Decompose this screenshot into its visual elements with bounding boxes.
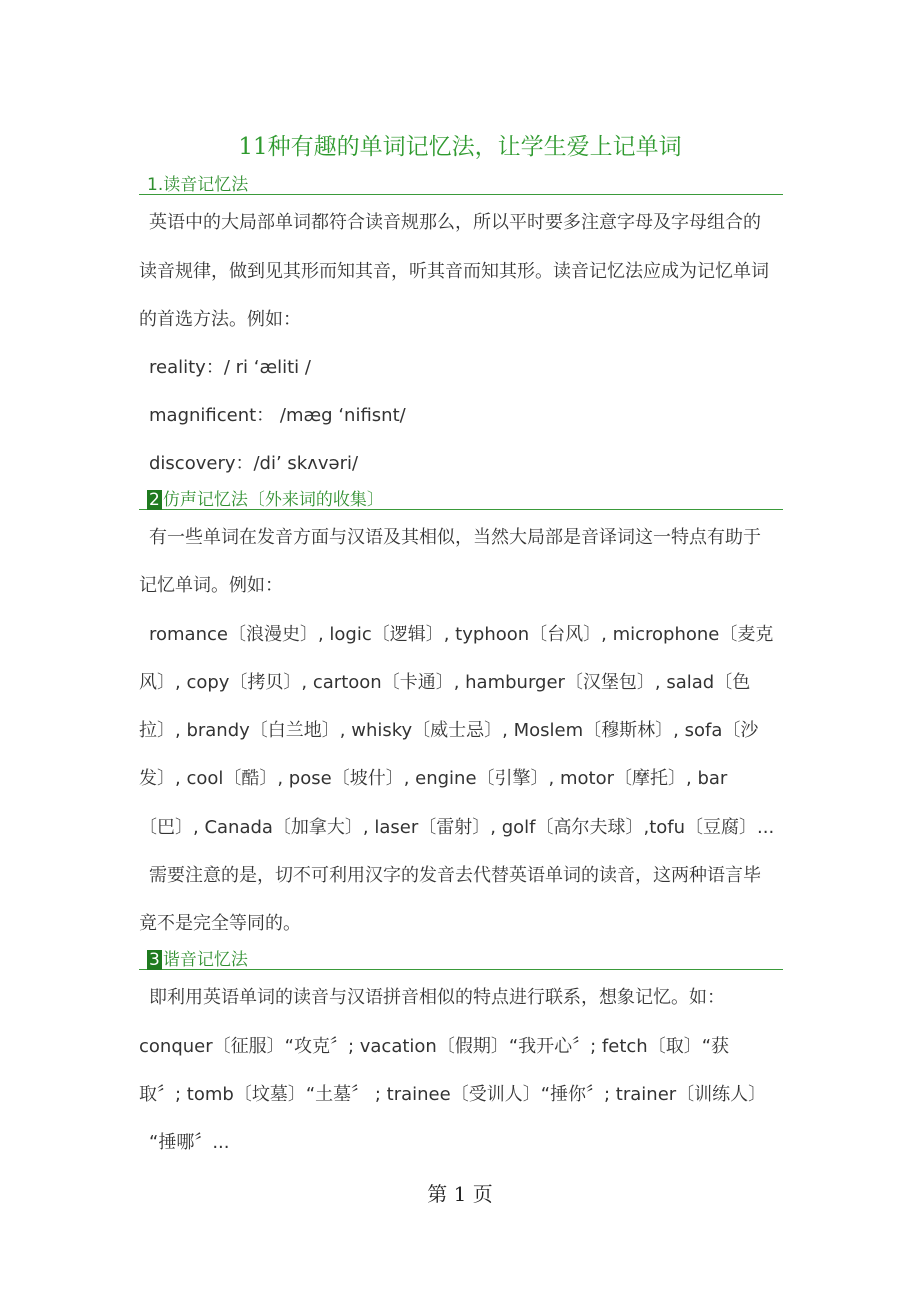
phonetic-example: discovery：/di’ skʌvəri/	[149, 453, 359, 474]
section-heading-label	[147, 485, 384, 510]
paragraph-line: 有一些单词在发音方面与汉语及其相似，当然大局部是音译词这一特点有助于	[149, 527, 761, 548]
homophone-line: 取〞; tomb〔坟墓〕“土墓〞 ; trainee〔受训人〕“捶你〞; trainer〔训练人〕	[139, 1084, 767, 1105]
section-heading-label: 1.读音记忆法	[147, 175, 249, 195]
paragraph-line: 竟不是完全等同的。	[139, 913, 301, 934]
paragraph-line: 即利用英语单词的读音与汉语拼音相似的特点进行联系，想象记忆。如：	[149, 987, 725, 1008]
loanword-line: 〔巴〕, Canada〔加拿大〕, laser〔雷射〕, golf〔高尔夫球〕,tofu〔豆腐〕...	[139, 817, 775, 838]
section-number-box: 3	[149, 950, 160, 970]
homophone-line: conquer〔征服〕“攻克〞; vacation〔假期〕“我开心〞; fetch〔取〕“获	[139, 1036, 730, 1057]
phonetic-example: magnificent： /mæg ‘nifisnt/	[149, 405, 406, 426]
homophone-line: “捶哪〞...	[149, 1132, 230, 1153]
section-heading-3	[139, 945, 783, 970]
phonetic-example: reality：/ ri ‘æliti /	[149, 357, 311, 378]
section-heading-text: 谐音记忆法	[162, 950, 248, 970]
loanword-line: 拉〕, brandy〔白兰地〕, whisky〔威士忌〕, Moslem〔穆斯林〕, sofa〔沙	[139, 720, 759, 741]
loanword-line: romance〔浪漫史〕, logic〔逻辑〕, typhoon〔台风〕, microphone〔麦克	[149, 624, 774, 645]
paragraph-line: 英语中的大局部单词都符合读音规那么，所以平时要多注意字母及字母组合的	[149, 212, 761, 233]
loanword-line: 风〕, copy〔拷贝〕, cartoon〔卡通〕, hamburger〔汉堡包〕, salad〔色	[139, 672, 751, 693]
section-heading-1	[139, 170, 783, 195]
paragraph-line: 记忆单词。例如：	[139, 575, 283, 596]
page-footer: 第 1 页	[427, 1182, 493, 1206]
loanword-line: 发〕, cool〔酷〕, pose〔坡什〕, engine〔引擎〕, motor〔摩托〕, bar	[139, 768, 728, 789]
page-title: 11种有趣的单词记忆法，让学生爱上记单词	[238, 134, 682, 160]
section-number-box: 2	[149, 490, 160, 510]
paragraph-line: 需要注意的是，切不可利用汉字的发音去代替英语单词的读音，这两种语言毕	[149, 865, 761, 886]
section-heading-2	[139, 485, 783, 510]
paragraph-line: 读音规律，做到见其形而知其音，听其音而知其形。读音记忆法应成为记忆单词	[139, 261, 769, 282]
section-heading-label	[147, 945, 248, 970]
paragraph-line: 的首选方法。例如：	[139, 309, 301, 330]
section-heading-text: 仿声记忆法〔外来词的收集〕	[162, 490, 384, 510]
